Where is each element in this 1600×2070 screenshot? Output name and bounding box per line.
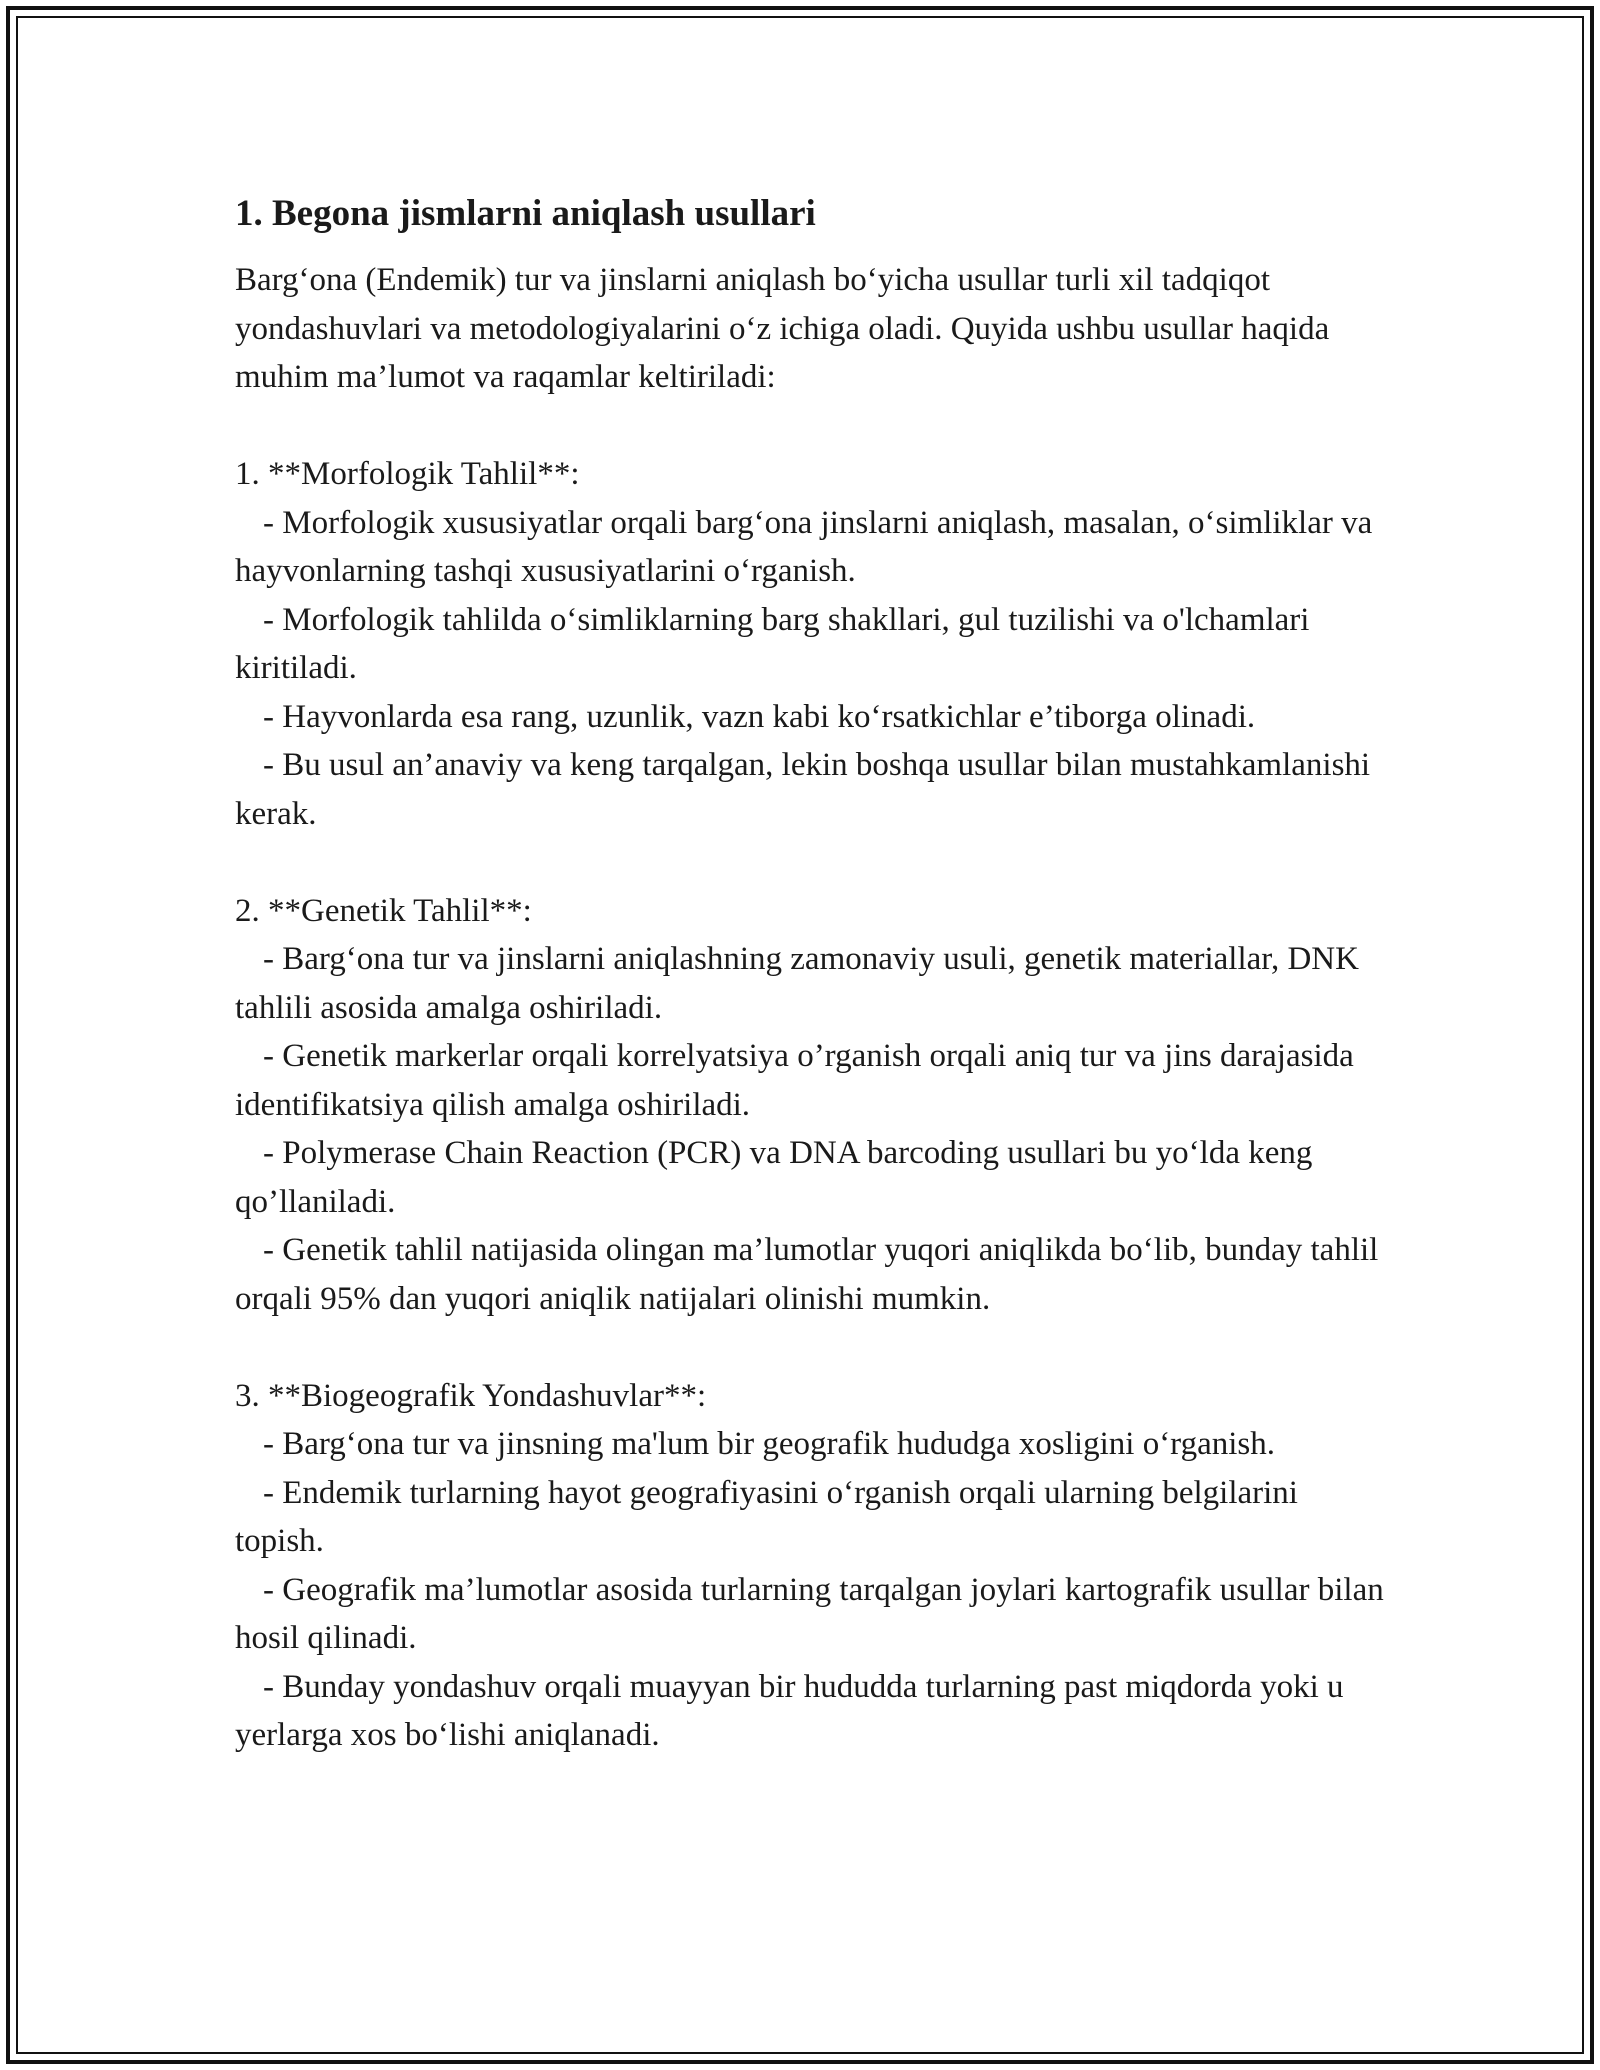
list-item: - Endemik turlarning hayot geografiyasini o‘rganish orqali ularning belgilarini topish. xyxy=(235,1474,1298,1559)
section-morfologik xyxy=(235,450,1395,838)
list-item: - Barg‘ona tur va jinslarni aniqlashning zamonaviy usuli, genetik materiallar, DNK tahlili asosida amalga oshiriladi. xyxy=(235,941,1359,1026)
list-item: - Genetik tahlil natijasida olingan ma’lumotlar yuqori aniqlikda bo‘lib, bunday tahlil orqali 95% dan yuqori aniqlik natijalari olinishi mumkin. xyxy=(235,1232,1379,1317)
section-biogeografik xyxy=(235,1372,1395,1760)
section-title: 2. **Genetik Tahlil**: xyxy=(235,892,532,929)
section-title: 1. **Morfologik Tahlil**: xyxy=(235,456,580,492)
section-title: 3. **Biogeografik Yondashuvlar**: xyxy=(235,1377,707,1414)
list-item: - Barg‘ona tur va jinsning ma'lum bir geografik hududga xosligini o‘rganish. xyxy=(263,1426,1275,1462)
section-genetik xyxy=(235,887,1395,1324)
list-item: - Hayvonlarda esa rang, uzunlik, vazn kabi ko‘rsatkichlar e’tiborga olinadi. xyxy=(263,698,1256,735)
list-item: - Morfologik xususiyatlar orqali barg‘ona jinslarni aniqlash, masalan, o‘simliklar va hayvonlarning tashqi xususiyatlarini o‘rganish. xyxy=(235,504,1373,589)
list-item: - Polymerase Chain Reaction (PCR) va DNA barcoding usullari bu yo‘lda keng qo’llaniladi. xyxy=(235,1135,1313,1220)
list-item: - Bunday yondashuv orqali muayyan bir hududda turlarning past miqdorda yoki u yerlarga xos bo‘lishi aniqlanadi. xyxy=(235,1668,1344,1753)
list-item: - Morfologik tahlilda o‘simliklarning barg shakllari, gul tuzilishi va o'lchamlari kiritiladi. xyxy=(235,601,1310,686)
list-item: - Bu usul an’anaviy va keng tarqalgan, lekin boshqa usullar bilan mustahkamlanishi kerak. xyxy=(235,747,1371,832)
list-item: - Genetik markerlar orqali korrelyatsiya o’rganish orqali aniq tur va jins darajasida identifikatsiya qilish amalga oshiriladi. xyxy=(235,1038,1354,1123)
page-title: 1. Begona jismlarni aniqlash usullari xyxy=(235,193,816,234)
document-body xyxy=(235,186,1395,1760)
list-item: - Geografik ma’lumotlar asosida turlarning tarqalgan joylari kartografik usullar bilan hosil qilinadi. xyxy=(235,1571,1384,1656)
intro-paragraph: Barg‘ona (Endemik) tur va jinslarni aniqlash bo‘yicha usullar turli xil tadqiqot yondashuvlari va metodologiyalarini o‘z ichiga oladi. Quyida ushbu usullar haqida muhim ma’lumot va raqamlar keltiriladi: xyxy=(235,262,1330,395)
